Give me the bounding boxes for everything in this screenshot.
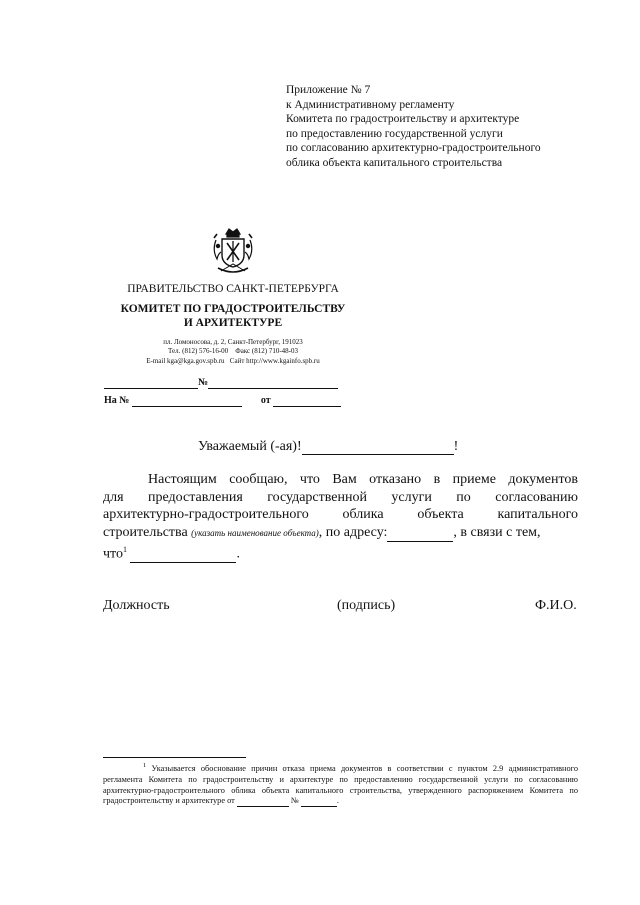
email-site-line bbox=[108, 357, 358, 366]
footnote-paragraph bbox=[103, 761, 578, 807]
letter-body bbox=[103, 471, 578, 563]
position-label: Должность bbox=[103, 598, 170, 613]
letterhead-contacts bbox=[108, 338, 358, 366]
footnote-order-number-field[interactable] bbox=[301, 798, 337, 807]
appendix-line: облика объекта капитального строительства bbox=[286, 156, 503, 169]
phone: (812) 576-16-00 bbox=[182, 347, 229, 356]
body-line bbox=[103, 541, 578, 563]
appendix-line: Приложение № 7 bbox=[286, 84, 371, 96]
phone-label: Тел. bbox=[168, 347, 181, 356]
email: kga@kga.gov.spb.ru bbox=[167, 356, 225, 365]
outgoing-date-field[interactable] bbox=[104, 378, 198, 389]
footnote-divider bbox=[103, 757, 246, 758]
phone-fax-line bbox=[108, 347, 358, 356]
reference-prefix: На № bbox=[104, 395, 130, 406]
appendix-line: по согласованию архитектурно-градостроительного bbox=[286, 142, 541, 155]
object-name-hint: (указать наименование объекта) bbox=[191, 527, 319, 538]
footnote-end: . bbox=[336, 796, 339, 806]
date-word: от bbox=[260, 395, 271, 406]
footnote-reference: 1 bbox=[122, 545, 127, 554]
site-label: Сайт bbox=[229, 356, 245, 365]
outgoing-number-row bbox=[104, 377, 338, 389]
saint-petersburg-coat-of-arms-icon bbox=[208, 226, 258, 276]
body-line: архитектурно-градостроительного облика объекта капитального bbox=[103, 507, 578, 522]
appendix-line: по предоставлению государственной услуги bbox=[286, 127, 503, 140]
appendix-line: к Административному регламенту bbox=[286, 98, 455, 111]
body-text: что bbox=[103, 546, 123, 562]
address: пл. Ломоносова, д. 2, Санкт-Петербург, 191023 bbox=[163, 338, 303, 346]
footnote-number-sign: № bbox=[290, 796, 299, 806]
body-text: , в связи с тем, bbox=[453, 524, 541, 540]
incoming-reference-row bbox=[104, 395, 341, 407]
appendix-line: Комитета по градостроительству и архитектуре bbox=[286, 113, 520, 126]
site: http://www.kgainfo.spb.ru bbox=[246, 356, 320, 365]
footnote-date-field[interactable] bbox=[237, 798, 289, 807]
body-line: для предоставления государственной услуги по согласованию bbox=[103, 489, 578, 505]
full-name-label: Ф.И.О. bbox=[535, 598, 577, 613]
body-text: строительства bbox=[103, 524, 188, 540]
fax: (812) 710-48-03 bbox=[251, 347, 298, 356]
committee-title-line: КОМИТЕТ ПО ГРАДОСТРОИТЕЛЬСТВУ bbox=[120, 303, 346, 315]
committee-title-line: И АРХИТЕКТУРЕ bbox=[183, 317, 283, 329]
committee-title bbox=[103, 302, 363, 330]
greeting bbox=[198, 439, 458, 455]
addressee-name-field[interactable] bbox=[302, 440, 454, 455]
greeting-end: ! bbox=[453, 439, 459, 454]
body-text: , по адресу: bbox=[318, 524, 388, 540]
body-text: . bbox=[236, 546, 240, 562]
reference-number-field[interactable] bbox=[132, 396, 242, 407]
outgoing-number-field[interactable] bbox=[208, 378, 338, 389]
body-line bbox=[103, 524, 578, 542]
footnote-text: Указывается обоснование причин отказа приема документов в соответствии с пунктом 2.9 административного регламента Комитета по градостроительству и архитектуре по предоставлению государственной услуги по согласованию архитектурно-градостроительного облика объекта капитального строительства, утвержденного распоряжением Комитета по градостроительству и архитектуре от bbox=[103, 763, 578, 806]
reference-date-field[interactable] bbox=[273, 396, 341, 407]
government-title: ПРАВИТЕЛЬСТВО САНКТ-ПЕТЕРБУРГА bbox=[127, 283, 339, 295]
footnote bbox=[103, 761, 578, 807]
email-label: E-mail bbox=[146, 356, 166, 365]
address-field[interactable] bbox=[387, 527, 453, 542]
appendix-header bbox=[286, 83, 541, 171]
greeting-text: Уважаемый (-ая)! bbox=[198, 439, 302, 454]
refusal-reason-field[interactable] bbox=[130, 548, 236, 563]
fax-label: Факс bbox=[235, 347, 251, 356]
body-line: Настоящим сообщаю, что Вам отказано в приеме документов bbox=[148, 472, 578, 487]
footnote-number: 1 bbox=[143, 762, 147, 769]
number-sign: № bbox=[198, 377, 209, 388]
signature-label: (подпись) bbox=[337, 598, 396, 613]
